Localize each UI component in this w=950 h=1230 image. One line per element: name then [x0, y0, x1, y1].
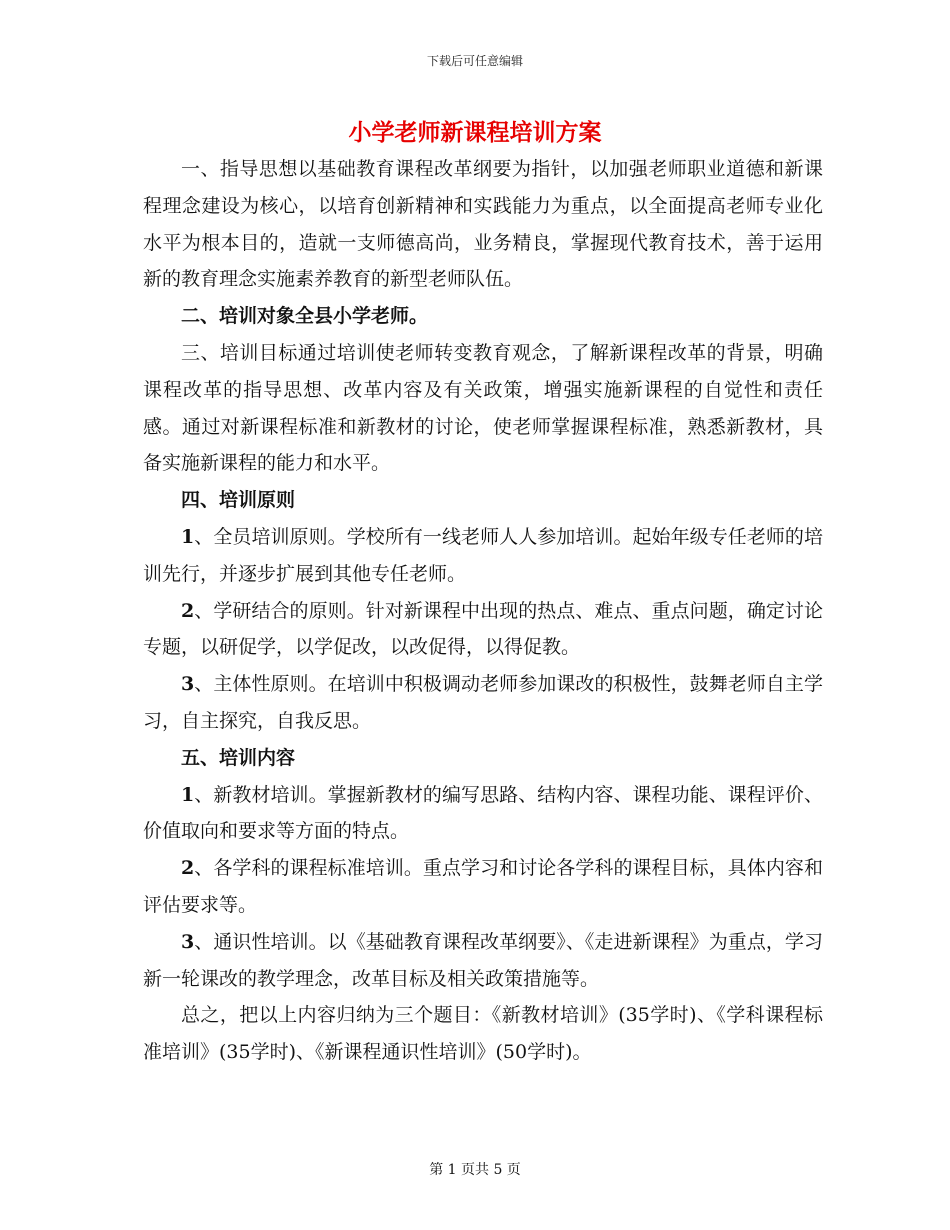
paragraph-training-targets: 二、培训对象全县小学老师。: [181, 305, 429, 328]
principle-item-3: 3、主体性原则。在培训中积极调动老师参加课改的积极性，鼓舞老师自主学习，自主探究，自我反思。: [143, 673, 823, 732]
paragraph-training-goals: 三、培训目标通过培训使老师转变教育观念，了解新课程改革的背景，明确课程改革的指导思想、改革内容及有关政策，增强实施新课程的自觉性和责任感。通过对新课程标准和新教材的讨论，使老师掌握课程标准，熟悉新教材，具备实施新课程的能力和水平。: [143, 341, 823, 475]
content-item-2: 2、各学科的课程标准培训。重点学习和讨论各学科的课程目标，具体内容和评估要求等。: [143, 857, 823, 916]
content-item-3: 3、通识性培训。以《基础教育课程改革纲要》、《走进新课程》为重点，学习新一轮课改的教学理念，改革目标及相关政策措施等。: [143, 930, 823, 990]
paragraph-guiding-ideology: 一、指导思想以基础教育课程改革纲要为指针，以加强老师职业道德和新课程理念建设为核心，以培育创新精神和实践能力为重点，以全面提高老师专业化水平为根本目的，造就一支师德高尚，业务精良，掌握现代教育技术，善于运用新的教育理念实施素养教育的新型老师队伍。: [143, 158, 823, 291]
page-footer: 第 1 页共 5 页: [429, 1162, 521, 1178]
page-header: 下载后可任意编辑: [426, 54, 523, 68]
principle-item-1: 1、全员培训原则。学校所有一线老师人人参加培训。起始年级专任老师的培训先行，并逐步扩展到其他专任老师。: [143, 525, 823, 585]
heading-training-content: 五、培训内容: [181, 746, 296, 769]
principle-item-2: 2、学研结合的原则。针对新课程中出现的热点、难点、重点问题，确定讨论专题，以研促学，以学促改，以改促得，以得促教。: [143, 599, 823, 659]
content-item-1: 1、新教材培训。掌握新教材的编写思路、结构内容、课程功能、课程评价、价值取向和要求等方面的特点。: [143, 783, 823, 843]
document-body: [143, 151, 823, 1071]
paragraph-summary: 总之，把以上内容归纳为三个题目：《新教材培训》(35学时)、《学科课程标准培训》(35学时)、《新课程通识性培训》(50学时)。: [143, 1004, 823, 1064]
document-title: 小学老师新课程培训方案: [348, 119, 602, 146]
heading-training-principles: 四、培训原则: [181, 489, 296, 512]
